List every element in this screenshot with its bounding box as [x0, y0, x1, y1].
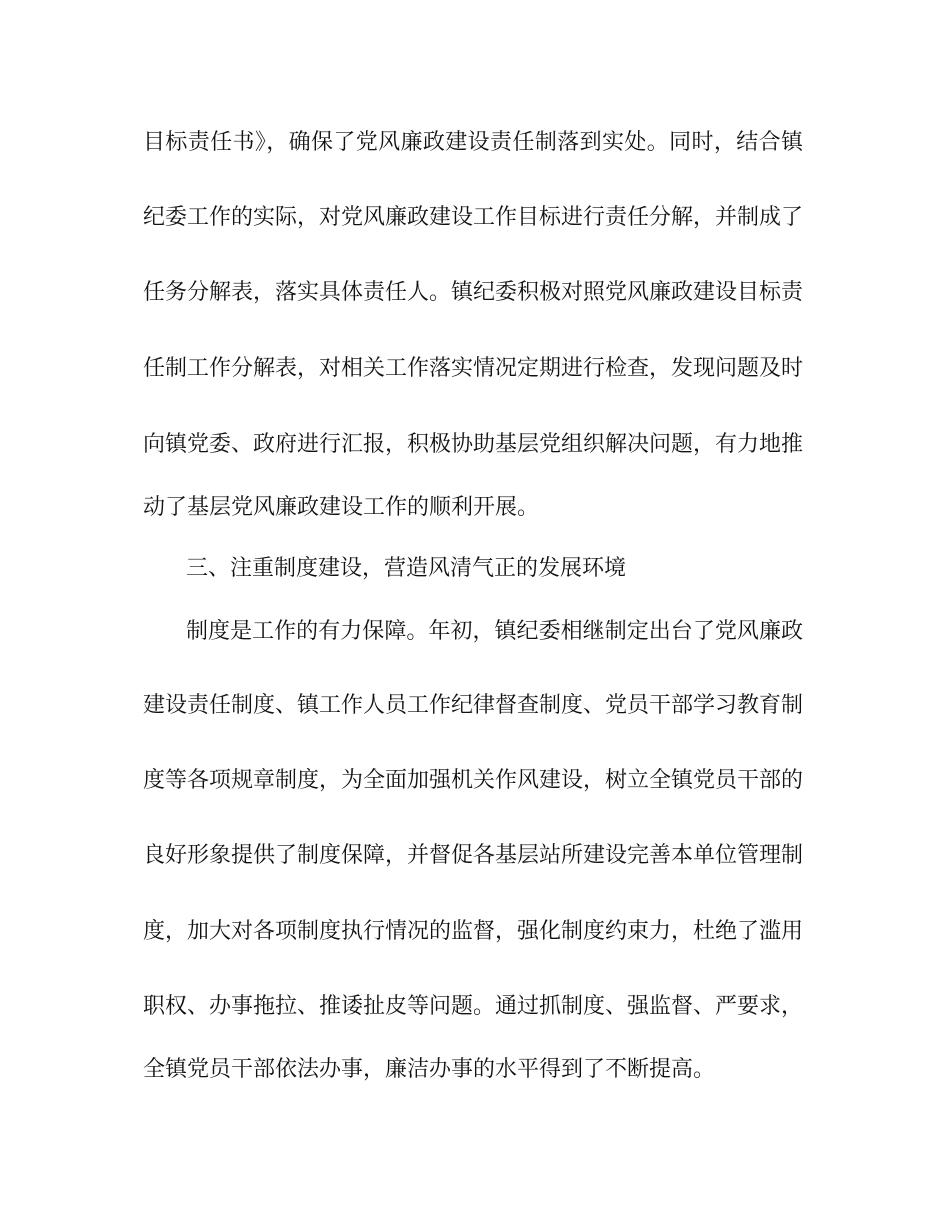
section-heading: 三、注重制度建设，营造风清气正的发展环境: [186, 556, 627, 581]
paragraph-line: 全镇党员干部依法办事，廉洁办事的水平得到了不断提高。: [143, 1057, 716, 1082]
paragraph-line: 职权、办事拖拉、推诿扯皮等问题。通过抓制度、强监督、严要求，: [143, 994, 803, 1019]
paragraph-line: 制度是工作的有力保障。年初，镇纪委相继制定出台了党风廉政: [186, 619, 803, 644]
paragraph-line: 良好形象提供了制度保障，并督促各基层站所建设完善本单位管理制: [143, 843, 803, 868]
paragraph-line: 纪委工作的实际，对党风廉政建设工作目标进行责任分解，并制成了: [143, 205, 803, 230]
paragraph-line: 任制工作分解表，对相关工作落实情况定期进行检查，发现问题及时: [143, 356, 803, 381]
paragraph-line: 度等各项规章制度，为全面加强机关作风建设，树立全镇党员干部的: [143, 768, 803, 793]
paragraph-line: 任务分解表，落实具体责任人。镇纪委积极对照党风廉政建设目标责: [143, 280, 803, 305]
paragraph-line: 动了基层党风廉政建设工作的顺利开展。: [143, 495, 540, 520]
paragraph-line: 目标责任书》，确保了党风廉政建设责任制落到实处。同时，结合镇: [143, 130, 803, 155]
paragraph-line: 向镇党委、政府进行汇报，积极协助基层党组织解决问题，有力地推: [143, 432, 803, 457]
paragraph-line: 度，加大对各项制度执行情况的监督，强化制度约束力，杜绝了滥用: [143, 919, 803, 944]
paragraph-line: 建设责任制度、镇工作人员工作纪律督查制度、党员干部学习教育制: [143, 693, 803, 718]
